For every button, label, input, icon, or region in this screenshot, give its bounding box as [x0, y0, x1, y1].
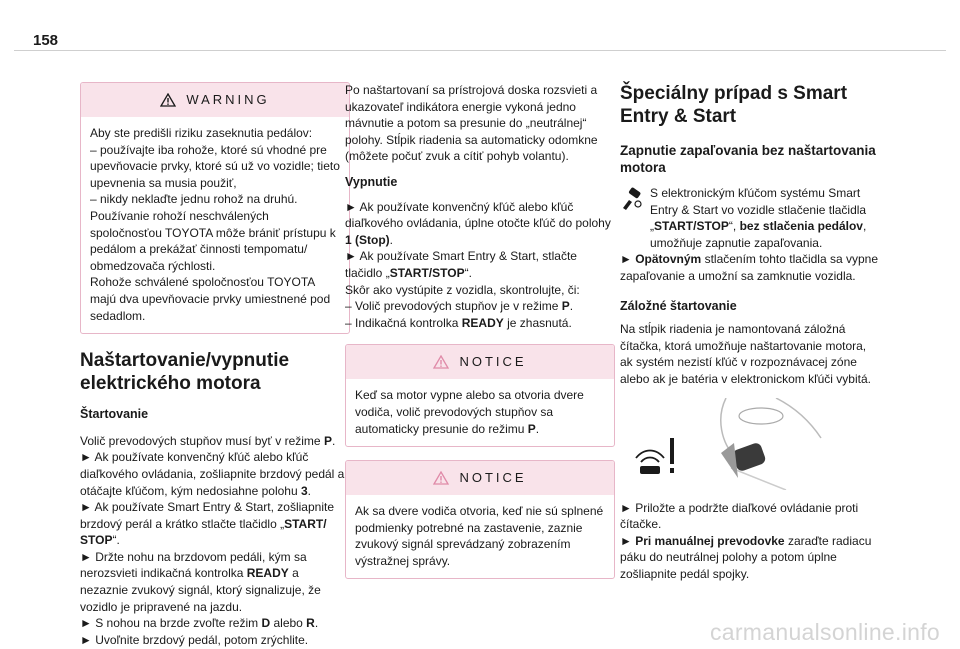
warning-body [81, 117, 349, 333]
header-divider [14, 50, 946, 51]
column-3 [620, 82, 882, 583]
key-press-icon [620, 187, 644, 211]
warning-line: Používanie rohoží neschválených spoločnosťou TOYOTA môže brániť prístupu k pedálom a prekážať činnosti tempomatu/ obmedzovača rýchlosti. [90, 208, 336, 273]
step: ► Pri manuálnej prevodovke zaraďte radiacu páku do neutrálnej polohy a potom úplne zošliapnite pedál spojky. [620, 533, 872, 581]
step: ► Opätovným stlačením tohto tlačidla sa vypne zapaľovanie a umožní sa zamknutie vozidla. [620, 252, 878, 283]
notice-box-header [346, 345, 614, 379]
column-1 [80, 82, 350, 648]
notice-body [346, 495, 614, 578]
step: – Volič prevodových stupňov je v režime P. [345, 299, 574, 314]
notice-triangle-icon [433, 471, 449, 485]
warning-line: – používajte iba rohože, ktoré sú vhodné pre upevňovacie prvky, ktoré sú už vo vozidle; tieto upevnenia sa musia použiť, [90, 142, 340, 190]
key-info-row [620, 185, 882, 251]
subheading-startovanie: Štartovanie [80, 407, 149, 422]
watermark: carmanualsonline.info [709, 619, 940, 645]
step: ► Držte nohu na brzdovom pedáli, kým sa nerozsvieti indikačná kontrolka READY a nezaznie zvukový signál, ktorý signalizuje, že vozidlo je pripravené na jazdu. [80, 549, 321, 614]
notice-text: Ak sa dvere vodiča otvoria, keď nie sú splnené podmienky potrebné na zastavenie, zaznie zvukový signál sprevádzaný zobrazením výstražnej správy. [355, 504, 604, 568]
subheading-ignition: Zapnutie zapaľovania bez naštartovania motora [620, 143, 876, 175]
notice-box [345, 344, 615, 447]
notice-title: NOTICE [459, 354, 527, 370]
step: Skôr ako vystúpite z vozidla, skontrolujte, či: [345, 282, 580, 297]
section-heading-smart-entry: Špeciálny prípad s Smart Entry & Start [620, 83, 848, 127]
subheading-vypnutie: Vypnutie [345, 174, 398, 189]
page-number: 158 [33, 32, 59, 49]
step: ► Ak používate Smart Entry & Start, stlačte tlačidlo „START/STOP“. [345, 249, 577, 280]
notice-box [345, 460, 615, 579]
notice-triangle-icon [433, 355, 449, 369]
notice-title: NOTICE [459, 469, 527, 485]
warning-line: – nikdy neklaďte jednu rohož na druhú. [90, 192, 298, 207]
warning-title: WARNING [186, 91, 270, 107]
step: ► S nohou na brzde zvoľte režim D alebo R. [80, 616, 319, 631]
step: ► Ak používate konvenčný kľúč alebo kľúč diaľkového ovládania, zošliapnite brzdový pedál a otáčajte kľúčom, kým nedosiahne polohu 3. [80, 450, 345, 498]
key-reader-illustration [626, 398, 836, 490]
paragraph-intro: Po naštartovaní sa prístrojová doska rozsvieti a ukazovateľ indikátora energie vykoná jedno mávnutie a potom sa presunie do „neutrálnej“ polohy. Stĺpik riadenia sa automaticky odomkne (môžete počuť zvuk a cítiť pohyb volantu). [345, 83, 598, 164]
paragraph: Na stĺpik riadenia je namontovaná záložná čítačka, ktorá umožňuje naštartovanie motora, ak systém nezistí kľúč v rozpoznávacej zóne alebo ak je batéria v elektronickom kľúči vybitá. [620, 322, 871, 386]
warning-line: Rohože schválené spoločnosťou TOYOTA majú dva upevňovacie prvky umiestnené pod sedadlom. [90, 275, 331, 323]
notice-text: Keď sa motor vypne alebo sa otvoria dvere vodiča, volič prevodových stupňov sa automaticky presunie do režimu P. [355, 388, 584, 436]
step: ► Priložte a podržte diaľkové ovládanie proti čítačke. [620, 500, 859, 532]
step: ► Ak používate Smart Entry & Start, zošliapnite brzdový perál a krátko stlačte tlačidlo „START/ STOP“. [80, 500, 334, 548]
column-2 [345, 82, 615, 579]
step: – Indikačná kontrolka READY je zhasnutá. [345, 315, 572, 330]
warning-box-header [81, 83, 349, 117]
section-heading-start-stop: Naštartovanie/vypnutie elektrického motora [80, 350, 290, 395]
subheading-backup-start: Záložné štartovanie [620, 298, 737, 313]
paragraph: S elektronickým kľúčom systému Smart Entry & Start vo vozidle stlačenie tlačidla „START/STOP“, bez stlačenia pedálov, umožňuje zapnutie zapaľovania. [650, 186, 867, 250]
step: ► Ak používate konvenčný kľúč alebo kľúč diaľkového ovládania, úplne otočte kľúč do polohy 1 (Stop). [345, 199, 611, 247]
warning-box [80, 82, 350, 334]
paragraph: Volič prevodových stupňov musí byť v režime P. [80, 433, 336, 448]
notice-body [346, 379, 614, 446]
warning-line: Aby ste predišli riziku zaseknutia pedálov: [90, 126, 313, 140]
notice-box-header [346, 461, 614, 495]
step: ► Uvoľnite brzdový pedál, potom zrýchlite. [80, 632, 309, 647]
steering-column-drawing [626, 398, 836, 490]
warning-triangle-icon [160, 93, 176, 107]
